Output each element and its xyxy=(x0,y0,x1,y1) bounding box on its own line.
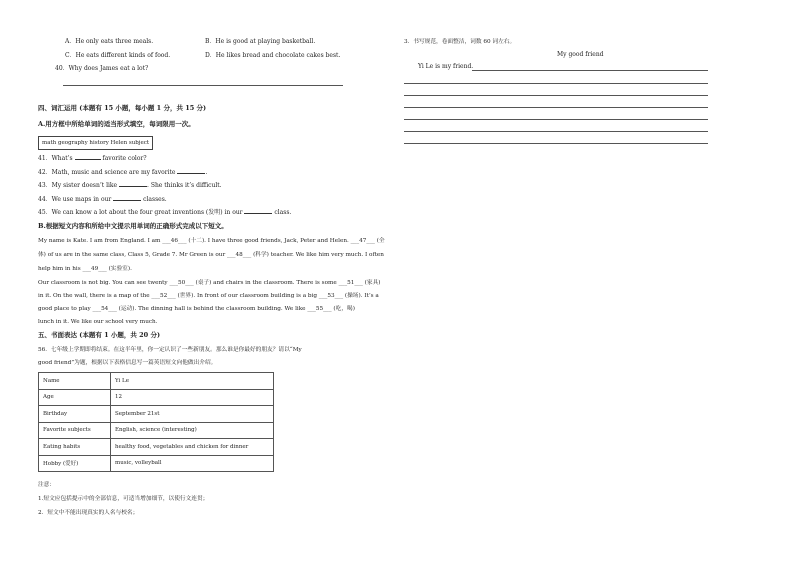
option-d: D．He likes bread and chocolate cakes best. xyxy=(205,52,341,59)
note-2: 2．短文中不能出现真实的人名与校名； xyxy=(38,510,139,516)
question-45-text-a: 45．We can know a lot about the four great inventions (发明) in our xyxy=(38,209,243,216)
writing-line[interactable] xyxy=(472,70,708,71)
note-1: 1.短文应包括提示中的全部信息，可适当增加细节，以使行文连贯； xyxy=(38,496,209,502)
question-56-line-1: 56．七年级上学期即将结束。在这半年里，你一定认识了一些新朋友。那么谁是你最好的朋友？请以“My xyxy=(38,347,302,353)
table-row xyxy=(39,406,274,423)
writing-line[interactable] xyxy=(404,95,708,96)
passage-line-5: in it. On the wall, there is a map of the ___52___ (世界). In front of our classroom building is a big ___53___ (操场). It’s a xyxy=(38,293,379,299)
blank-42[interactable] xyxy=(177,167,208,176)
table-value: Yi Le xyxy=(111,373,274,390)
question-45-text-b: class. xyxy=(274,209,292,216)
blank-43[interactable] xyxy=(119,180,147,187)
table-row xyxy=(39,439,274,456)
option-a: A．He only eats three meals. xyxy=(65,38,154,45)
essay-title: My good friend xyxy=(557,51,604,58)
table-key: Favorite subjects xyxy=(39,422,111,439)
option-b: B．He is good at playing basketball. xyxy=(205,38,316,45)
question-44-text-a: 44．We use maps in our xyxy=(38,196,112,203)
passage-line-6: good place to play ___54___ (运动). The dinning hall is behind the classroom building. We like ___55___ (吃，喝) xyxy=(38,306,355,312)
table-value: September 21st xyxy=(111,406,274,423)
question-44 xyxy=(38,194,167,204)
word-box: math geography history Helen subject xyxy=(38,136,153,150)
table-key: Hobby (爱好) xyxy=(39,455,111,472)
writing-line[interactable] xyxy=(404,143,708,144)
note-title: 注意： xyxy=(38,482,56,488)
table-value: healthy food, vegetables and chicken for dinner xyxy=(111,439,274,456)
blank-44[interactable] xyxy=(113,194,141,201)
question-42-text-a: 42．Math, music and science are my favorite xyxy=(38,169,176,176)
answer-line-40[interactable] xyxy=(63,85,343,86)
question-41-text-b: favorite color? xyxy=(102,155,147,162)
table-row xyxy=(39,373,274,390)
section-5-title: 五、书面表达 (本题有 1 小题，共 20 分) xyxy=(38,331,161,339)
table-value: English, science (interesting) xyxy=(111,422,274,439)
passage-line-4: Our classroom is not big. You can see twenty ___50___ (桌子) and chairs in the classroom. There is some ___51___ (家具) xyxy=(38,280,381,286)
table-key: Name xyxy=(39,373,111,390)
writing-line[interactable] xyxy=(404,119,708,120)
question-41 xyxy=(38,153,147,163)
blank-45[interactable] xyxy=(244,207,272,214)
table-key: Age xyxy=(39,389,111,406)
table-value: 12 xyxy=(111,389,274,406)
question-43 xyxy=(38,180,222,190)
section-4-title: 四、词汇运用 (本题有 15 小题，每小题 1 分，共 15 分) xyxy=(38,104,207,112)
question-41-text-a: 41．What’s xyxy=(38,155,73,162)
passage-line-7: lunch in it. We like our school very much. xyxy=(38,319,158,325)
question-45 xyxy=(38,207,291,217)
question-42-text-b: . xyxy=(205,169,208,176)
writing-line[interactable] xyxy=(404,83,708,84)
passage-line-2: 体) of us are in the same class, Class 5, Grade 7. Mr Green is our ___48___ (科学) teacher. We like him very much. I often xyxy=(38,252,384,258)
table-key: Eating habits xyxy=(39,439,111,456)
table-key: Birthday xyxy=(39,406,111,423)
table-row xyxy=(39,455,274,472)
question-40: 40．Why does James eat a lot? xyxy=(55,65,149,72)
question-42 xyxy=(38,167,207,177)
option-c: C．He eats different kinds of food. xyxy=(65,52,171,59)
writing-line[interactable] xyxy=(404,107,708,108)
writing-line[interactable] xyxy=(404,131,708,132)
part-b-title: B.根据短文内容和所给中文提示用单词的正确形式完成以下短文。 xyxy=(38,222,228,230)
friend-info-table xyxy=(38,372,274,472)
table-row xyxy=(39,422,274,439)
question-56-line-2: good friend”为题，根据以下表格信息写一篇英语短文向他做出介绍。 xyxy=(38,360,217,366)
passage-line-1: My name is Kate. I am from England. I am ___46___ (十二). I have three good friends, Jack, Peter and Helen. ___47___ (全 xyxy=(38,238,385,244)
part-a-title: A.用方框中所给单词的适当形式填空，每词限用一次。 xyxy=(38,120,195,128)
passage-line-3: help him in his ___49___ (实验室). xyxy=(38,266,132,272)
question-44-text-b: classes. xyxy=(143,196,167,203)
essay-start: Yi Le is my friend. xyxy=(418,63,474,70)
table-value: music, volleyball xyxy=(111,455,274,472)
note-3: 3．书写规范，卷面整洁，词数 60 词左右。 xyxy=(404,39,516,45)
table-row xyxy=(39,389,274,406)
blank-41[interactable] xyxy=(75,153,101,160)
question-43-text-a: 43．My sister doesn’t like xyxy=(38,182,118,189)
question-43-text-b: . She thinks it’s difficult. xyxy=(147,182,222,189)
